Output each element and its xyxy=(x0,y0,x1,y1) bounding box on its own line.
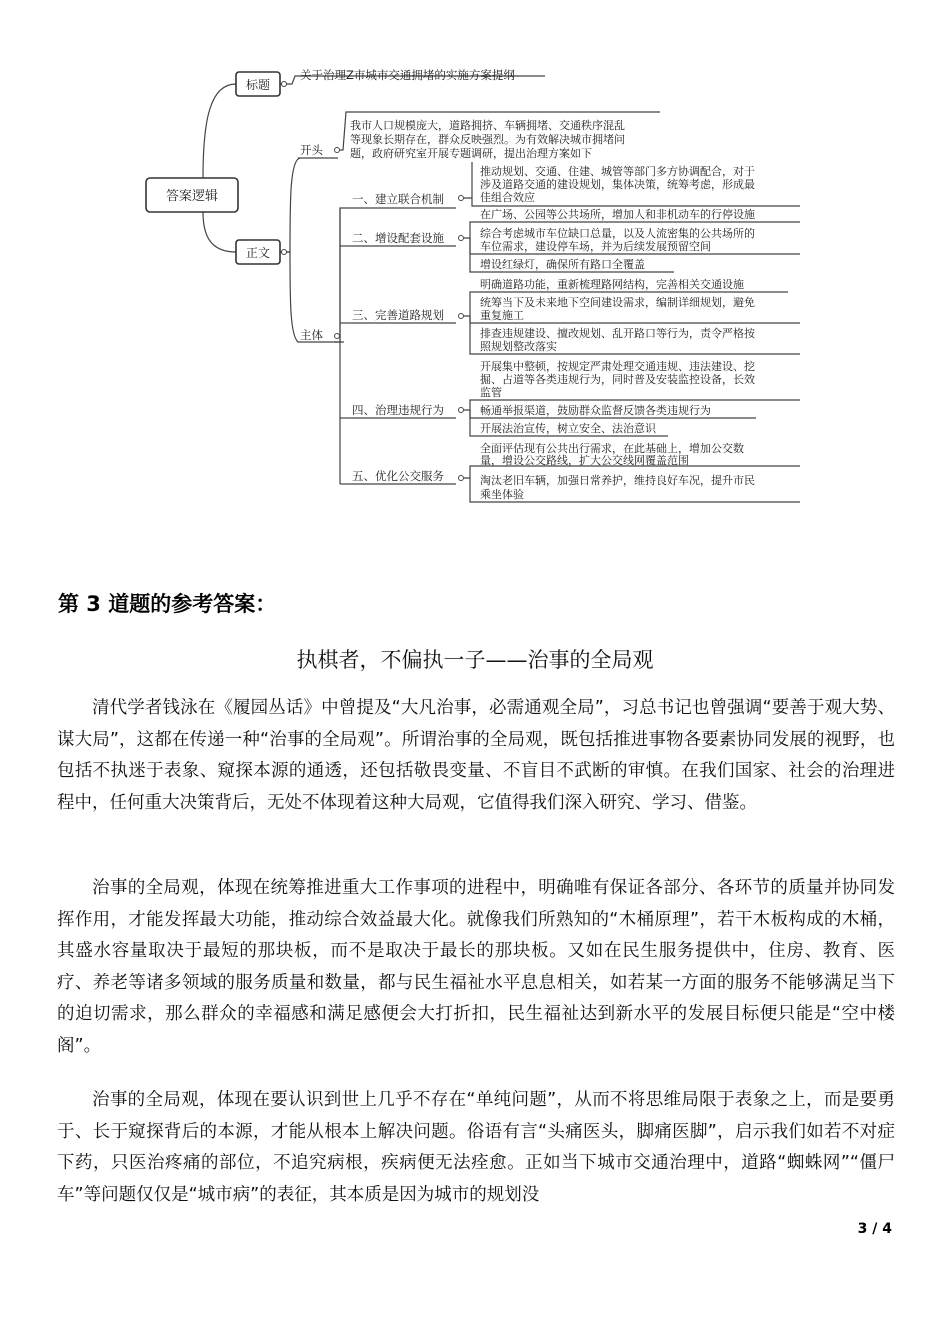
section-title: 第 3 道题的参考答案： xyxy=(58,592,277,616)
branch-item-text: 涉及道路交通的建设规划，集体决策，统筹考虑，形成最 xyxy=(480,178,755,191)
paragraph-1: 清代学者钱泳在《履园丛话》中曾提及“大凡治事，必需通观全局”，习总书记也曾强调“要善于观大势、谋大局”，这都在传递一种“治事的全局观”。所谓治事的全局观，既包括推进事物各要素协同发展的视野，也包括不执迷于表象、窥探本源的通透，还包括敬畏变量、不盲目不武断的审慎。在我们国家、社会的治理进程中，任何重大决策背后，无处不体现着这种大局观，它值得我们深入研究、学习、借鉴。 xyxy=(57,698,895,813)
branch-label: 五、优化公交服务 xyxy=(352,469,444,483)
opening-node: 开头 xyxy=(300,143,323,157)
paragraph-2: 治事的全局观，体现在统筹推进重大工作事项的进程中，明确唯有保证各部分、各环节的质量并协同发挥作用，才能发挥最大功能，推动综合效益最大化。就像我们所熟知的“木桶原理”，若干木板构成的木桶，其盛水容量取决于最短的那块板，而不是取决于最长的那块板。又如在民生服务提供中，住房、教育、医疗、养老等诸多领域的服务质量和数量，都与民生福祉水平息息相关，如若某一方面的服务不能够满足当下的迫切需求，那么群众的幸福感和满足感便会大打折扣，民生福祉达到新水平的发展目标便只能是“空中楼阁”。 xyxy=(57,878,895,1056)
title-text: 关于治理Z市城市交通拥堵的实施方案提纲 xyxy=(300,68,515,82)
opening-line: 我市人口规模庞大，道路拥挤、车辆拥堵、交通秩序混乱 xyxy=(350,119,625,132)
branch-item-text: 重复施工 xyxy=(480,309,524,322)
branch-item-text: 明确道路功能，重新梳理路网结构，完善相关交通设施 xyxy=(480,278,744,291)
branch-item-text: 掘、占道等各类违规行为，同时普及安装监控设备，长效 xyxy=(480,373,755,386)
body-node: 正文 xyxy=(245,246,271,260)
opening-text xyxy=(350,118,625,160)
branch-item-text: 全面评估现有公共出行需求，在此基础上，增加公交数 xyxy=(480,442,744,455)
branch-item-text: 佳组合效应 xyxy=(480,191,535,204)
main-node: 主体 xyxy=(300,328,323,342)
page-number: 3 / 4 xyxy=(857,1221,892,1237)
branch-item-text: 照规划整改落实 xyxy=(480,340,557,353)
branch-item-text: 乘坐体验 xyxy=(480,488,524,501)
branch-label: 四、治理违规行为 xyxy=(352,403,444,417)
branch-item-text: 监管 xyxy=(480,386,502,399)
branch-item-text: 开展法治宣传，树立安全、法治意识 xyxy=(480,422,656,435)
opening-line: 题，政府研究室开展专题调研，提出治理方案如下 xyxy=(350,147,592,160)
branch-label: 二、增设配套设施 xyxy=(352,231,444,245)
branch-item-text: 综合考虑城市车位缺口总量，以及人流密集的公共场所的 xyxy=(480,227,755,240)
opening-line: 等现象长期存在，群众反映强烈。为有效解决城市拥堵问 xyxy=(350,133,625,146)
branch-label: 一、建立联合机制 xyxy=(352,192,444,206)
root-node: 答案逻辑 xyxy=(165,189,219,204)
paragraph-3: 治事的全局观，体现在要认识到世上几乎不存在“单纯问题”，从而不将思维局限于表象之上，而是要勇于、长于窥探背后的本源，才能从根本上解决问题。俗语有言“头痛医头，脚痛医脚”，启示我们如若不对症下药，只医治疼痛的部位，不追究病根，疾病便无法痊愈。正如当下城市交通治理中，道路“蜘蛛网”“僵尸车”等问题仅仅是“城市病”的表征，其本质是因为城市的规划没 xyxy=(57,1090,895,1205)
article-title: 执棋者，不偏执一子——治事的全局观 xyxy=(296,648,654,672)
branch-label: 三、完善道路规划 xyxy=(352,308,444,322)
branches xyxy=(352,164,756,501)
branch-item-text: 淘汰老旧车辆，加强日常养护，维持良好车况，提升市民 xyxy=(480,474,755,487)
branch-item-text: 量，增设公交路线，扩大公交线网覆盖范围 xyxy=(480,454,689,467)
branch-item-text: 畅通举报渠道，鼓励群众监督反馈各类违规行为 xyxy=(480,404,711,417)
branch-item-text: 统筹当下及未来地下空间建设需求，编制详细规划，避免 xyxy=(480,296,755,309)
branch-item-text: 车位需求，建设停车场，并为后续发展预留空间 xyxy=(480,240,711,253)
branch-item-text: 推动规划、交通、住建、城管等部门多方协调配合，对于 xyxy=(480,165,755,178)
branch-item-text: 排查违规建设、擅改规划、乱开路口等行为，责令严格按 xyxy=(480,327,755,340)
title-node: 标题 xyxy=(245,78,271,92)
branch-item-text: 开展集中整顿，按规定严肃处理交通违规、违法建设、挖 xyxy=(480,360,755,373)
branch-item-text: 增设红绿灯，确保所有路口全覆盖 xyxy=(480,258,645,271)
answer-logic-mindmap xyxy=(0,0,950,540)
branch-item-text: 在广场、公园等公共场所，增加人和非机动车的行停设施 xyxy=(480,208,755,221)
